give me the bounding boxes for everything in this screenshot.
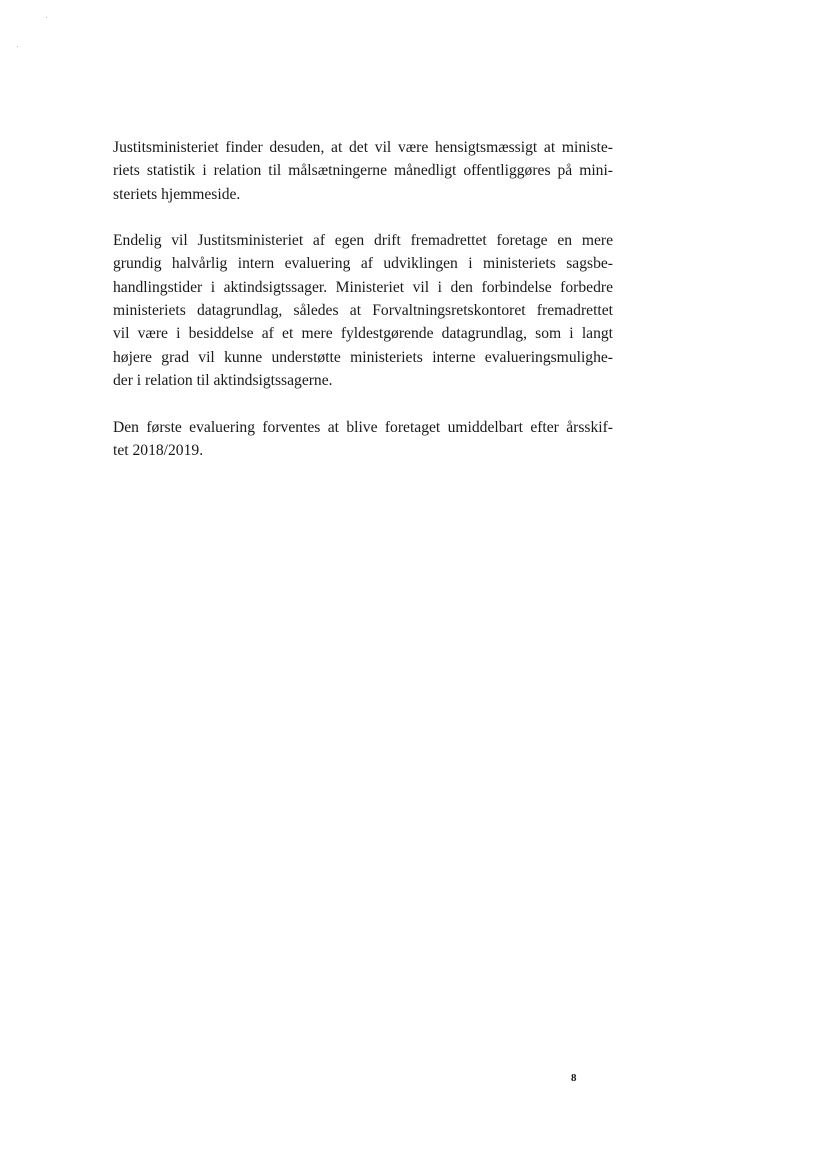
paragraph-line: Endelig vil Justitsministeriet af egen drift fremadrettet foretage en mere — [113, 232, 613, 250]
scan-speck — [17, 46, 18, 47]
paragraph-1 — [113, 136, 613, 206]
paragraph-line: handlingstider i aktindsigtssager. Ministeriet vil i den forbindelse forbedre — [113, 278, 613, 296]
paragraph-line: steriets hjemmeside. — [113, 185, 241, 203]
body-text — [113, 136, 613, 485]
paragraph-2 — [113, 229, 613, 392]
paragraph-line: grundig halvårlig intern evaluering af udviklingen i ministeriets sagsbe- — [113, 255, 613, 273]
paragraph-line: Den første evaluering forventes at blive foretaget umiddelbart efter årsskif- — [113, 418, 613, 436]
paragraph-line: højere grad vil kunne understøtte ministeriets interne evalueringsmulighe- — [113, 348, 613, 366]
paragraph-line: vil være i besiddelse af et mere fyldestgørende datagrundlag, som i langt — [113, 325, 613, 343]
page-number: 8 — [571, 1072, 577, 1084]
paragraph-line: Justitsministeriet finder desuden, at det vil være hensigtsmæssigt at ministe- — [113, 139, 613, 156]
scan-speck — [46, 17, 47, 18]
paragraph-3 — [113, 416, 613, 463]
paragraph-line: riets statistik i relation til målsætningerne månedligt offentliggøres på mini- — [113, 162, 613, 180]
paragraph-line: ministeriets datagrundlag, således at Forvaltningsretskontoret fremadrettet — [113, 302, 613, 320]
paragraph-line: tet 2018/2019. — [113, 441, 204, 459]
paragraph-line: der i relation til aktindsigtssagerne. — [113, 371, 333, 389]
